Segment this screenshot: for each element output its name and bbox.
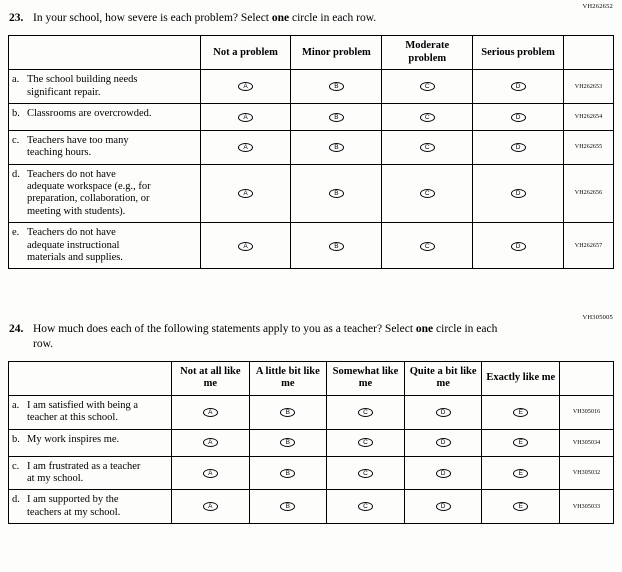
q23-form-code: VH262652 — [582, 3, 613, 10]
q24-form-code: VH305005 — [582, 314, 613, 322]
q24-row-b-option-cell-3 — [327, 429, 405, 456]
q24-prompt-text — [33, 322, 519, 351]
row-code: VH262654 — [564, 103, 614, 130]
row-letter: c. — [12, 460, 20, 472]
q23-header-minor-problem: Minor problem — [291, 36, 382, 70]
q24-row-a-option-cell-5 — [482, 395, 560, 429]
row-code: VH305034 — [560, 429, 614, 456]
q24-row-d-option-cell-1 — [172, 490, 250, 524]
row-letter: d. — [12, 494, 20, 506]
row-code: VH305032 — [560, 456, 614, 490]
q23-row-b-option-cell-1 — [200, 103, 291, 130]
q23-row-e-option-cell-3 — [382, 223, 473, 269]
q23-row-c-option-cell-2 — [291, 130, 382, 164]
row-letter: e. — [12, 227, 20, 239]
q23-row-c-option-cell-4 — [473, 130, 564, 164]
q23-row-a-statement-cell — [9, 70, 201, 104]
row-code: VH262653 — [564, 70, 614, 104]
table-row — [9, 164, 614, 223]
q24-row-d-circle-e[interactable]: E — [513, 502, 528, 511]
q23-prompt — [9, 11, 614, 25]
q24-row-a-circle-b[interactable]: B — [280, 408, 295, 417]
table-row — [9, 70, 614, 104]
row-code: VH262655 — [564, 130, 614, 164]
q24-row-d-circle-c[interactable]: C — [358, 502, 373, 511]
q24-row-c-circle-d[interactable]: D — [436, 469, 451, 478]
q23-row-d-option-cell-2 — [291, 164, 382, 223]
q24-row-d-option-cell-4 — [404, 490, 482, 524]
q23-table — [8, 35, 614, 269]
row-text: Teachers do not have adequate workspace (e.g., for preparation, collaboration, or meeting with students). — [27, 168, 151, 217]
row-letter: b. — [12, 107, 20, 119]
q24-row-a-option-cell-4 — [404, 395, 482, 429]
q24-header-exactly-like-me: Exactly like me — [482, 362, 560, 396]
q23-row-d-option-cell-3 — [382, 164, 473, 223]
row-code: VH305016 — [560, 395, 614, 429]
q24-row-b-circle-c[interactable]: C — [358, 438, 373, 447]
q23-row-c-option-cell-3 — [382, 130, 473, 164]
q23-row-b-circle-a[interactable]: A — [238, 113, 253, 122]
q23-row-c-circle-c[interactable]: C — [420, 143, 435, 152]
q23-row-d-circle-c[interactable]: C — [420, 189, 435, 198]
table-row — [9, 429, 614, 456]
q23-row-e-circle-c[interactable]: C — [420, 242, 435, 251]
q23-row-e-circle-a[interactable]: A — [238, 242, 253, 251]
q23-row-c-circle-d[interactable]: D — [511, 143, 526, 152]
table-row — [9, 130, 614, 164]
q23-header-moderate-problem: Moderate problem — [382, 36, 473, 70]
q24-prompt-pre: How much does each of the following statements apply to you as a teacher? Select — [33, 323, 414, 336]
row-text: Teachers do not have adequate instructional materials and supplies. — [27, 227, 123, 263]
q24-row-d-statement-cell — [9, 490, 172, 524]
row-letter: a. — [12, 74, 20, 86]
q23-header-row — [9, 36, 614, 70]
q23-row-a-option-cell-4 — [473, 70, 564, 104]
q24-row-c-option-cell-2 — [249, 456, 327, 490]
row-text: My work inspires me. — [27, 433, 120, 445]
table-row — [9, 395, 614, 429]
q23-prompt-bold-one: one — [271, 12, 290, 24]
q23-number: 23. — [9, 12, 24, 24]
q23-row-b-circle-c[interactable]: C — [420, 113, 435, 122]
row-text: The school building needs significant repair. — [27, 74, 138, 98]
q24-row-a-statement-cell — [9, 395, 172, 429]
row-code: VH305033 — [560, 490, 614, 524]
q23-row-b-circle-b[interactable]: B — [329, 113, 344, 122]
q23-row-c-circle-a[interactable]: A — [238, 143, 253, 152]
q24-header-somewhat: Somewhat like me — [327, 362, 405, 396]
row-code: VH262657 — [564, 223, 614, 269]
q24-row-c-circle-e[interactable]: E — [513, 469, 528, 478]
q24-row-c-circle-a[interactable]: A — [203, 469, 218, 478]
q24-header-not-at-all: Not at all like me — [172, 362, 250, 396]
q23-prompt-pre: In your school, how severe is each problem? Select — [33, 12, 269, 24]
q24-row-b-circle-d[interactable]: D — [436, 438, 451, 447]
q23-header-serious-problem: Serious problem — [473, 36, 564, 70]
q24-header-row — [9, 362, 614, 396]
q23-row-a-circle-b[interactable]: B — [329, 82, 344, 91]
table-row — [9, 103, 614, 130]
q24-row-c-option-cell-1 — [172, 456, 250, 490]
table-row — [9, 490, 614, 524]
q24-row-b-circle-b[interactable]: B — [280, 438, 295, 447]
q24-row-c-circle-b[interactable]: B — [280, 469, 295, 478]
q24-row-c-circle-c[interactable]: C — [358, 469, 373, 478]
row-text: I am frustrated as a teacher at my school. — [27, 460, 141, 484]
q23-row-c-circle-b[interactable]: B — [329, 143, 344, 152]
q24-row-d-option-cell-3 — [327, 490, 405, 524]
q24-prompt-bold-one: one — [415, 323, 434, 336]
q24-row-a-circle-a[interactable]: A — [203, 408, 218, 417]
q24-table — [8, 361, 614, 524]
q24-number: 24. — [9, 323, 24, 336]
q24-header-empty-left — [9, 362, 172, 396]
q24-row-c-option-cell-3 — [327, 456, 405, 490]
row-letter: d. — [12, 168, 20, 180]
q23-row-d-circle-d[interactable]: D — [511, 189, 526, 198]
q23-row-a-option-cell-2 — [291, 70, 382, 104]
q24-row-d-option-cell-5 — [482, 490, 560, 524]
section-spacer — [0, 269, 622, 311]
row-text: I am satisfied with being a teacher at this school. — [27, 399, 139, 424]
q23-row-a-circle-a[interactable]: A — [238, 82, 253, 91]
q23-row-e-circle-b[interactable]: B — [329, 242, 344, 251]
q23-row-d-statement-cell — [9, 164, 201, 223]
q23-row-a-option-cell-3 — [382, 70, 473, 104]
q23-header-empty-left — [9, 36, 201, 70]
q24-row-d-option-cell-2 — [249, 490, 327, 524]
q24-header-empty-right — [560, 362, 614, 396]
q23-row-b-option-cell-2 — [291, 103, 382, 130]
q24-header-a-little-bit: A little bit like me — [249, 362, 327, 396]
q24-row-b-option-cell-5 — [482, 429, 560, 456]
q23-row-a-circle-d[interactable]: D — [511, 82, 526, 91]
q23-row-d-circle-b[interactable]: B — [329, 189, 344, 198]
row-text: Classrooms are overcrowded. — [27, 107, 152, 119]
q23-row-a-circle-c[interactable]: C — [420, 82, 435, 91]
q24-row-d-circle-b[interactable]: B — [280, 502, 295, 511]
q24-row-b-option-cell-4 — [404, 429, 482, 456]
q24-row-a-option-cell-1 — [172, 395, 250, 429]
q24-row-a-option-cell-2 — [249, 395, 327, 429]
row-text: I am supported by the teachers at my school. — [27, 494, 121, 518]
q24-row-d-circle-d[interactable]: D — [436, 502, 451, 511]
row-letter: b. — [12, 433, 20, 445]
q24-row-c-statement-cell — [9, 456, 172, 490]
q24-row-b-circle-e[interactable]: E — [513, 438, 528, 447]
q23-row-b-option-cell-4 — [473, 103, 564, 130]
q24-row-a-circle-c[interactable]: C — [358, 408, 373, 417]
q23-row-c-statement-cell — [9, 130, 201, 164]
q24-row-c-option-cell-4 — [404, 456, 482, 490]
q23-row-b-circle-d[interactable]: D — [511, 113, 526, 122]
q24-row-a-circle-e[interactable]: E — [513, 408, 528, 417]
q24-prompt — [9, 322, 614, 351]
q23-header-empty-right — [564, 36, 614, 70]
q23-row-b-statement-cell — [9, 103, 201, 130]
row-letter: c. — [12, 134, 20, 146]
q24-prompt-post: circle in each row. — [33, 323, 498, 350]
q24-row-b-circle-a[interactable]: A — [203, 438, 218, 447]
row-letter: a. — [12, 399, 20, 411]
q23-prompt-text — [33, 11, 376, 25]
q23-row-e-option-cell-4 — [473, 223, 564, 269]
row-code: VH262656 — [564, 164, 614, 223]
row-text: Teachers have too many teaching hours. — [27, 134, 129, 159]
q24-row-c-option-cell-5 — [482, 456, 560, 490]
q23-row-c-option-cell-1 — [200, 130, 291, 164]
q24-row-b-option-cell-1 — [172, 429, 250, 456]
q24-row-b-statement-cell — [9, 429, 172, 456]
q23-row-e-circle-d[interactable]: D — [511, 242, 526, 251]
q23-row-e-option-cell-1 — [200, 223, 291, 269]
q23-row-e-statement-cell — [9, 223, 201, 269]
q23-header-not-a-problem: Not a problem — [200, 36, 291, 70]
q24-row-b-option-cell-2 — [249, 429, 327, 456]
q24-row-d-circle-a[interactable]: A — [203, 502, 218, 511]
q23-row-b-option-cell-3 — [382, 103, 473, 130]
q23-row-e-option-cell-2 — [291, 223, 382, 269]
q24-row-a-circle-d[interactable]: D — [436, 408, 451, 417]
q23-row-d-option-cell-4 — [473, 164, 564, 223]
table-row — [9, 223, 614, 269]
q23-row-d-circle-a[interactable]: A — [238, 189, 253, 198]
q24-row-a-option-cell-3 — [327, 395, 405, 429]
q23-prompt-post: circle in each row. — [292, 12, 377, 24]
table-row — [9, 456, 614, 490]
q23-row-d-option-cell-1 — [200, 164, 291, 223]
q24-header-quite-a-bit: Quite a bit like me — [404, 362, 482, 396]
q23-row-a-option-cell-1 — [200, 70, 291, 104]
